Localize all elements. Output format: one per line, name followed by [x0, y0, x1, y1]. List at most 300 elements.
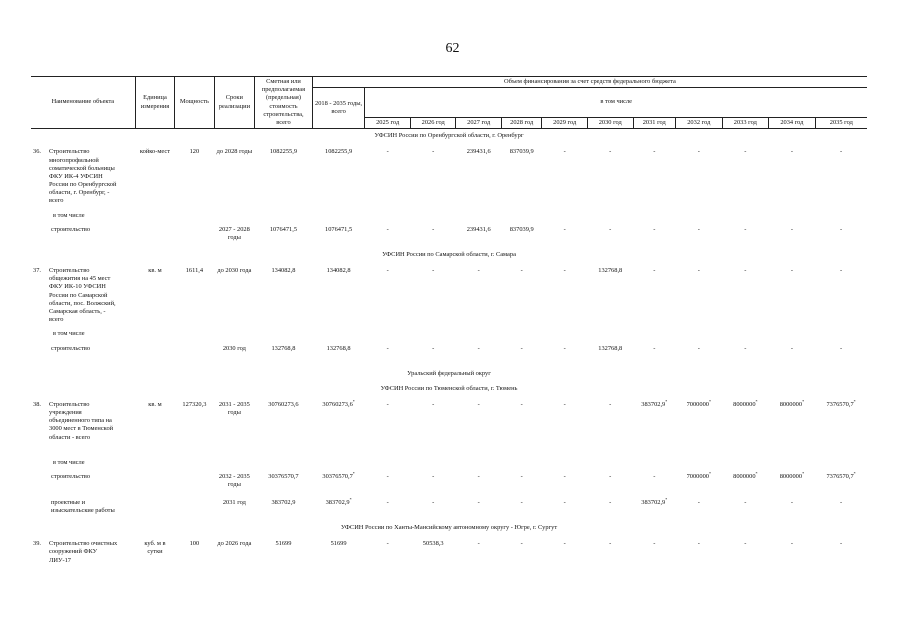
year-value-cell: [722, 341, 769, 367]
year-value-cell: [456, 263, 502, 326]
year-value: -: [386, 400, 389, 408]
cost-cell: 51699: [275, 540, 292, 548]
period-cell: 2031 - 2035 годы: [218, 400, 250, 417]
year-value-cell: [676, 341, 723, 367]
table-header: [31, 77, 867, 129]
year-value-cell: [633, 397, 676, 455]
capacity-cell: 127320,3: [182, 400, 207, 408]
total-value: 1076471,5: [325, 225, 353, 233]
year-value-cell: [769, 397, 816, 455]
year-value: -: [432, 344, 435, 352]
year-value: -: [790, 499, 793, 507]
year-value: -: [477, 344, 480, 352]
item-name: строительство: [51, 225, 91, 233]
year-value-cell: [769, 144, 816, 207]
year-value-cell: [722, 144, 769, 207]
footnote-mark: *: [802, 470, 805, 476]
footnote-mark: *: [755, 398, 758, 404]
item-name: строительство: [51, 344, 91, 352]
year-value: -: [386, 267, 389, 274]
year-value: -: [432, 499, 435, 507]
section-title: УФСИН России по Самарской области, г. Самара: [382, 250, 516, 258]
period-cell: 2027 - 2028 годы: [218, 225, 250, 241]
year-value-cell: [676, 263, 723, 326]
year-value: -: [477, 473, 480, 481]
footnote-mark: *: [349, 496, 352, 502]
year-value: -: [697, 267, 700, 274]
total-value: 134082,8: [326, 267, 351, 274]
total-cell: [312, 397, 365, 455]
year-value: -: [744, 499, 747, 507]
year-value: 8000000: [733, 473, 756, 481]
year-value-cell: [722, 263, 769, 326]
year-value-cell: [633, 144, 676, 207]
year-value: -: [520, 267, 523, 274]
total-cell: [312, 222, 365, 248]
year-value: -: [744, 148, 747, 156]
year-value-cell: [815, 536, 867, 594]
year-value: -: [563, 540, 566, 548]
section-title: Уральский федеральный округ: [407, 369, 491, 377]
year-value-cell: [815, 341, 867, 367]
label-row: [31, 326, 867, 340]
year-value: 8000000: [779, 473, 803, 481]
capacity-cell: [175, 495, 214, 521]
table-body: [31, 129, 867, 595]
total-value: 51699: [330, 540, 347, 548]
year-value: -: [520, 499, 523, 507]
cost-cell: 1082255,9: [269, 148, 298, 156]
year-value: -: [697, 540, 700, 548]
year-value: -: [563, 473, 566, 481]
unit-cell: [135, 341, 174, 367]
total-value: 132768,8: [326, 344, 351, 352]
total-cell: [312, 536, 365, 594]
year-value-cell: [633, 495, 676, 521]
year-value-cell: [542, 341, 588, 367]
year-value: -: [563, 344, 566, 352]
header-total: 2018 - 2035 годы, всего: [312, 88, 365, 129]
object-name: Строительство общежития на 45 мест ФКУ ИК-10 УФСИН России по Самарской области, пос. Волжский, Самарская область, - всего: [49, 267, 116, 324]
header-cost: Сметная или предполагаемая (предельная) стоимость строительства, всего: [255, 77, 313, 129]
period-cell: до 2028 годы: [216, 148, 253, 156]
year-value-cell: [456, 397, 502, 455]
year-value-cell: [410, 341, 456, 367]
label-row: [31, 455, 867, 469]
year-value-cell: [456, 222, 502, 248]
funding-table: [31, 76, 867, 594]
year-value: -: [609, 225, 612, 233]
year-value: -: [609, 148, 612, 156]
object-name-cell: [31, 341, 135, 367]
year-value: -: [653, 540, 656, 548]
header-year: 2033 год: [722, 117, 769, 128]
object-name-cell: [31, 536, 135, 594]
section-title: УФСИН России по Оренбургской области, г. Оренбург: [374, 132, 524, 140]
year-value: -: [520, 540, 523, 548]
total-cell: [312, 469, 365, 495]
footnote-mark: *: [352, 398, 355, 404]
footnote-mark: *: [665, 496, 668, 502]
year-value-cell: [542, 469, 588, 495]
year-value-cell: [676, 495, 723, 521]
year-value-cell: [676, 222, 723, 248]
total-value: 383702,9: [325, 499, 350, 507]
year-value-cell: [365, 397, 411, 455]
year-value: 383702,9: [641, 400, 666, 408]
header-year: 2028 год: [501, 117, 541, 128]
section-row: [31, 367, 867, 382]
object-name-cell: [31, 469, 135, 495]
header-including: в том числе: [365, 88, 867, 118]
year-value: -: [697, 344, 700, 352]
year-value: -: [520, 344, 523, 352]
year-value: -: [477, 267, 480, 274]
section-row: [31, 129, 867, 145]
object-name: Строительство учреждения объединенного типа на 3000 мест в Тюменской области - всего: [49, 400, 114, 441]
year-value-cell: [365, 469, 411, 495]
period-cell: 2032 - 2035 годы: [218, 473, 250, 489]
year-value-cell: [410, 495, 456, 521]
object-row: [31, 536, 867, 594]
year-value-cell: [769, 469, 816, 495]
year-value-cell: [633, 222, 676, 248]
year-value-cell: [501, 263, 541, 326]
year-value-cell: [365, 341, 411, 367]
item-row: [31, 222, 867, 248]
year-value-cell: [815, 222, 867, 248]
year-value-cell: [365, 222, 411, 248]
year-value: -: [609, 499, 612, 507]
year-value: -: [432, 473, 435, 481]
year-value-cell: [542, 144, 588, 207]
year-value: 132768,8: [598, 344, 623, 352]
unit-cell: [135, 469, 174, 495]
year-value-cell: [815, 469, 867, 495]
footnote-mark: *: [708, 470, 711, 476]
year-value-cell: [722, 536, 769, 594]
unit-cell: койко-мест: [139, 148, 171, 156]
object-number: 37.: [33, 267, 41, 274]
capacity-cell: [175, 469, 214, 495]
year-value: -: [609, 540, 612, 548]
year-value-cell: [542, 397, 588, 455]
year-value-cell: [410, 469, 456, 495]
year-value-cell: [587, 263, 633, 326]
object-number: 38.: [33, 400, 41, 408]
year-value: -: [744, 225, 747, 233]
year-value-cell: [769, 495, 816, 521]
footnote-mark: *: [708, 398, 711, 404]
year-value: -: [563, 267, 566, 274]
cost-cell: 30760273,6: [268, 400, 299, 408]
year-value: -: [697, 225, 700, 233]
header-period: Сроки реализации: [214, 77, 254, 129]
year-value: -: [744, 344, 747, 352]
year-value-cell: [542, 222, 588, 248]
year-value: 7376570,7: [826, 400, 854, 408]
section-row: [31, 382, 867, 397]
label-row: [31, 208, 867, 222]
header-unit: Единица измерения: [135, 77, 174, 129]
year-value-cell: [722, 222, 769, 248]
year-value-cell: [501, 469, 541, 495]
year-value-cell: [722, 495, 769, 521]
year-value: -: [840, 225, 843, 233]
year-value: -: [790, 540, 793, 548]
object-name: Строительство очистных сооружений ФКУ ЛИУ-17: [49, 540, 118, 564]
year-value-cell: [769, 536, 816, 594]
year-value: -: [386, 473, 389, 481]
year-value: -: [520, 400, 523, 408]
header-name: Наименование объекта: [31, 77, 135, 129]
section-row: [31, 521, 867, 536]
year-value-cell: [676, 469, 723, 495]
footnote-mark: *: [853, 398, 856, 404]
year-value-cell: [633, 536, 676, 594]
year-value-cell: [722, 469, 769, 495]
year-value-cell: [501, 144, 541, 207]
including-label: в том числе: [53, 458, 85, 466]
year-value: -: [520, 473, 523, 481]
year-value: -: [840, 344, 843, 352]
header-year: 2035 год: [815, 117, 867, 128]
year-value: 7000000: [686, 473, 709, 481]
footnote-mark: *: [665, 398, 668, 404]
year-value: -: [840, 540, 843, 548]
year-value: -: [790, 148, 793, 156]
header-year: 2034 год: [769, 117, 816, 128]
year-value: -: [386, 148, 389, 156]
total-value: 30760273,6: [322, 400, 353, 408]
year-value: 239431,6: [466, 225, 491, 233]
year-value: -: [477, 400, 480, 408]
year-value: -: [609, 473, 612, 481]
total-cell: [312, 144, 365, 207]
footnote-mark: *: [802, 398, 805, 404]
capacity-cell: [175, 222, 214, 248]
year-value-cell: [676, 144, 723, 207]
header-year: 2030 год: [587, 117, 633, 128]
year-value: 383702,9: [641, 499, 666, 507]
year-value: -: [653, 225, 656, 233]
object-name-cell: [31, 222, 135, 248]
year-value-cell: [587, 144, 633, 207]
year-value-cell: [587, 469, 633, 495]
year-value-cell: [365, 144, 411, 207]
object-row: [31, 144, 867, 207]
year-value-cell: [501, 222, 541, 248]
period-cell: до 2026 года: [217, 540, 252, 548]
header-year: 2032 год: [676, 117, 723, 128]
total-cell: [312, 341, 365, 367]
year-value-cell: [410, 144, 456, 207]
cost-cell: 132768,8: [271, 344, 296, 352]
period-cell: 2030 год: [222, 344, 246, 352]
year-value-cell: [633, 341, 676, 367]
unit-cell: [135, 495, 174, 521]
year-value: -: [653, 267, 656, 274]
item-row: [31, 341, 867, 367]
year-value-cell: [501, 536, 541, 594]
year-value: -: [697, 499, 700, 507]
year-value-cell: [456, 536, 502, 594]
year-value-cell: [815, 263, 867, 326]
year-value: -: [744, 267, 747, 274]
year-value: -: [432, 400, 435, 408]
year-value-cell: [815, 144, 867, 207]
year-value-cell: [676, 536, 723, 594]
year-value-cell: [456, 144, 502, 207]
capacity-cell: [175, 341, 214, 367]
footnote-mark: *: [352, 470, 355, 476]
year-value-cell: [587, 495, 633, 521]
header-year: 2026 год: [410, 117, 456, 128]
year-value: 8000000: [733, 400, 756, 408]
year-value: -: [790, 344, 793, 352]
year-value-cell: [542, 536, 588, 594]
year-value-cell: [815, 397, 867, 455]
item-name: проектные и изыскательские работы: [51, 499, 115, 515]
year-value-cell: [769, 263, 816, 326]
year-value-cell: [501, 495, 541, 521]
year-value: -: [563, 400, 566, 408]
year-value-cell: [587, 341, 633, 367]
year-value: -: [432, 225, 435, 233]
header-funding: Объем финансирования за счет средств федерального бюджета: [312, 77, 867, 88]
year-value: -: [653, 148, 656, 156]
year-value: -: [477, 499, 480, 507]
year-value-cell: [542, 495, 588, 521]
year-value-cell: [501, 397, 541, 455]
total-value: 30376570,7: [322, 473, 353, 481]
year-value: 8000000: [779, 400, 803, 408]
unit-cell: кв. м: [148, 267, 162, 274]
year-value: 50538,3: [422, 540, 444, 548]
year-value: -: [653, 473, 656, 481]
year-value: 837039,9: [509, 148, 534, 156]
cost-cell: 1076471,5: [269, 225, 298, 233]
year-value: -: [432, 148, 435, 156]
year-value: -: [790, 267, 793, 274]
year-value: -: [609, 400, 612, 408]
year-value: 7376570,7: [826, 473, 854, 481]
item-row: [31, 495, 867, 521]
year-value-cell: [365, 536, 411, 594]
footnote-mark: *: [853, 470, 856, 476]
year-value: -: [477, 540, 480, 548]
year-value-cell: [456, 495, 502, 521]
header-capacity: Мощность: [175, 77, 214, 129]
year-value: -: [563, 148, 566, 156]
cost-cell: 30376570,7: [268, 473, 299, 481]
unit-cell: [135, 222, 174, 248]
year-value-cell: [587, 397, 633, 455]
year-value: 7000000: [686, 400, 709, 408]
year-value-cell: [365, 263, 411, 326]
year-value: -: [840, 499, 843, 507]
capacity-cell: 100: [189, 540, 200, 548]
total-value: 1082255,9: [325, 148, 353, 156]
object-name-cell: [31, 263, 135, 326]
object-number: 36.: [33, 148, 41, 156]
object-row: [31, 397, 867, 455]
object-name-cell: [31, 495, 135, 521]
object-name: Строительство многопрофильной соматической больницы ФКУ ИК-4 УФСИН России по Оренбургской области, г. Оренбург, - всего: [49, 148, 117, 205]
unit-cell: куб. м в сутки: [144, 540, 166, 556]
year-value: -: [744, 540, 747, 548]
year-value-cell: [410, 222, 456, 248]
object-row: [31, 263, 867, 326]
footnote-mark: *: [755, 470, 758, 476]
year-value-cell: [769, 341, 816, 367]
header-year: 2027 год: [456, 117, 502, 128]
year-value: -: [432, 267, 435, 274]
year-value: -: [840, 267, 843, 274]
year-value-cell: [410, 397, 456, 455]
object-number: 39.: [33, 540, 41, 548]
unit-cell: кв. м: [148, 400, 162, 408]
section-row: [31, 248, 867, 263]
capacity-cell: 120: [189, 148, 200, 156]
year-value: -: [386, 344, 389, 352]
header-year: 2025 год: [365, 117, 411, 128]
year-value: -: [563, 499, 566, 507]
year-value: -: [697, 148, 700, 156]
year-value: -: [386, 540, 389, 548]
header-year: 2031 год: [633, 117, 676, 128]
year-value: -: [790, 225, 793, 233]
year-value-cell: [410, 536, 456, 594]
year-value-cell: [722, 397, 769, 455]
year-value-cell: [633, 263, 676, 326]
item-row: [31, 469, 867, 495]
section-title: УФСИН России по Тюменской области, г. Тюмень: [380, 384, 518, 392]
total-cell: [312, 495, 365, 521]
year-value: -: [563, 225, 566, 233]
year-value: -: [386, 499, 389, 507]
year-value: 239431,6: [466, 148, 491, 156]
item-name: строительство: [51, 473, 91, 481]
including-label: в том числе: [53, 330, 85, 338]
year-value: 837039,9: [509, 225, 534, 233]
header-year: 2029 год: [542, 117, 588, 128]
page-number: 62: [445, 41, 460, 56]
year-value-cell: [501, 341, 541, 367]
cost-cell: 134082,8: [271, 267, 296, 274]
including-label: в том числе: [53, 211, 85, 219]
year-value-cell: [769, 222, 816, 248]
year-value: -: [840, 148, 843, 156]
object-name-cell: [31, 144, 135, 207]
year-value: 132768,8: [598, 267, 623, 274]
year-value-cell: [587, 222, 633, 248]
year-value-cell: [365, 495, 411, 521]
year-value: -: [386, 225, 389, 233]
period-cell: до 2030 года: [217, 267, 252, 274]
year-value-cell: [676, 397, 723, 455]
period-cell: 2031 год: [222, 499, 246, 507]
year-value-cell: [815, 495, 867, 521]
capacity-cell: 1611,4: [185, 267, 204, 274]
cost-cell: 383702,9: [271, 499, 296, 507]
year-value-cell: [633, 469, 676, 495]
year-value-cell: [456, 341, 502, 367]
year-value-cell: [542, 263, 588, 326]
year-value: -: [653, 344, 656, 352]
object-name-cell: [31, 397, 135, 455]
year-value-cell: [456, 469, 502, 495]
